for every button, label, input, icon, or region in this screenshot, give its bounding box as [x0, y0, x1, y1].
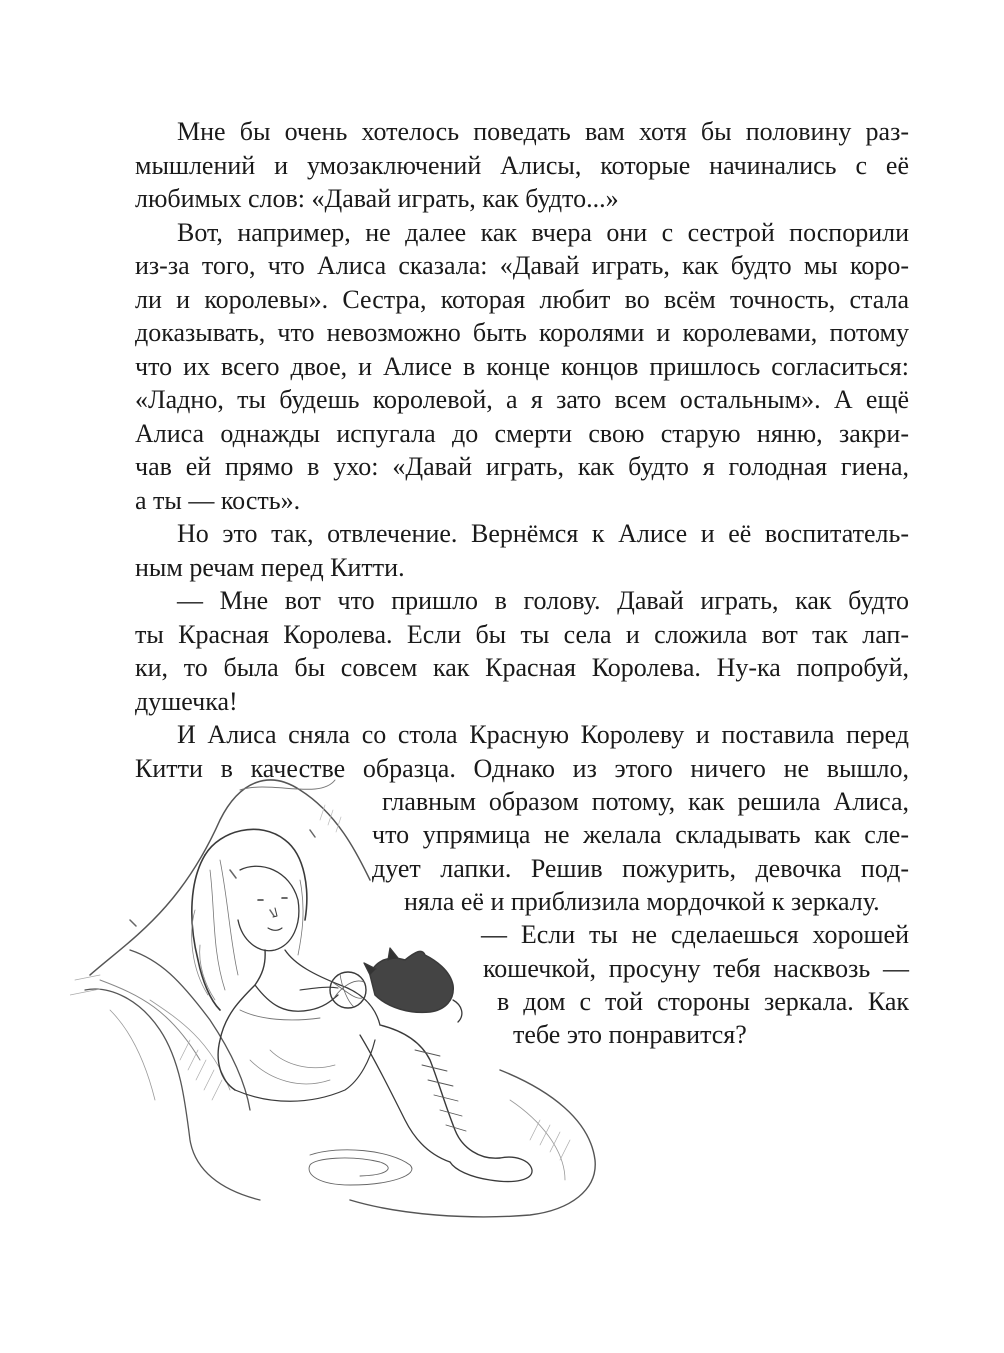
text-line: ли и королевы». Сестра, которая любит во всём точность, стала — [135, 284, 909, 314]
text-line: что их всего двое, и Алисе в конце концов пришлось согласиться: — [135, 351, 909, 381]
yarn-ball — [330, 972, 366, 1008]
text-line: И Алиса сняла со стола Красную Королеву и поставила перед — [177, 720, 909, 749]
text-line: из-за того, что Алиса сказала: «Давай играть, как будто мы коро- — [135, 251, 909, 280]
text-line: любимых слов: «Давай играть, как будто...» — [135, 184, 619, 213]
text-line: а ты — кость». — [135, 485, 301, 515]
text-line: Китти в качестве образца. Однако из этого ничего не вышло, — [135, 753, 909, 783]
text-line: ты Красная Королева. Если бы ты села и сложила вот так лап- — [135, 619, 909, 649]
text-line: доказывать, что невозможно быть королями и королевами, потому — [135, 318, 909, 347]
text-line: Алиса однажды испугала до смерти свою старую няню, закри- — [135, 418, 909, 448]
yarn-on-floor — [309, 1150, 412, 1185]
text-line: ным речам перед Китти. — [135, 552, 405, 582]
text-line: ки, то была бы совсем как Красная Королева. Ну-ка попробуй, — [135, 653, 909, 682]
text-line: главным образом потому, как решила Алиса, — [382, 787, 909, 816]
armchair-outline — [90, 780, 370, 975]
text-line: что упрямица не желала складывать как сле- — [372, 820, 909, 849]
kitten — [370, 951, 453, 1012]
text-line: няла её и приблизила мордочкой к зеркалу. — [404, 887, 880, 916]
text-line: кошечкой, просуну тебя насквозь — — [483, 954, 909, 983]
alice-kitten-illustration — [70, 760, 630, 1220]
girl-legs — [380, 1025, 500, 1158]
text-line: Но это так, отвлечение. Вернёмся к Алисе и её воспитатель- — [177, 519, 909, 548]
girl-body — [218, 950, 265, 1090]
text-line: тебе это понравится? — [513, 1020, 747, 1049]
main-text — [135, 115, 909, 785]
text-line: в дом с той стороны зеркала. Как — [497, 987, 909, 1016]
text-line: чав ей прямо в ухо: «Давай играть, как будто я голодная гиена, — [135, 452, 909, 481]
text-line: мышлений и умозаключений Алисы, которые начинались с её — [135, 150, 909, 180]
text-line: «Ладно, ты будешь королевой, а я зато всем остальным». А ещё — [135, 385, 909, 414]
text-line: дует лапки. Решив пожурить, девочка под- — [372, 854, 909, 883]
text-line: душечка! — [135, 686, 238, 716]
girl-face — [238, 866, 299, 950]
girl-hair — [192, 855, 220, 1010]
text-line: Вот, например, не далее как вчера они с сестрой поспорили — [177, 217, 909, 247]
text-line: Мне бы очень хотелось поведать вам хотя бы половину раз- — [177, 117, 909, 146]
text-line: — Если ты не сделаешься хорошей — [481, 920, 909, 949]
text-line: — Мне вот что пришло в голову. Давай играть, как будто — [177, 586, 909, 615]
